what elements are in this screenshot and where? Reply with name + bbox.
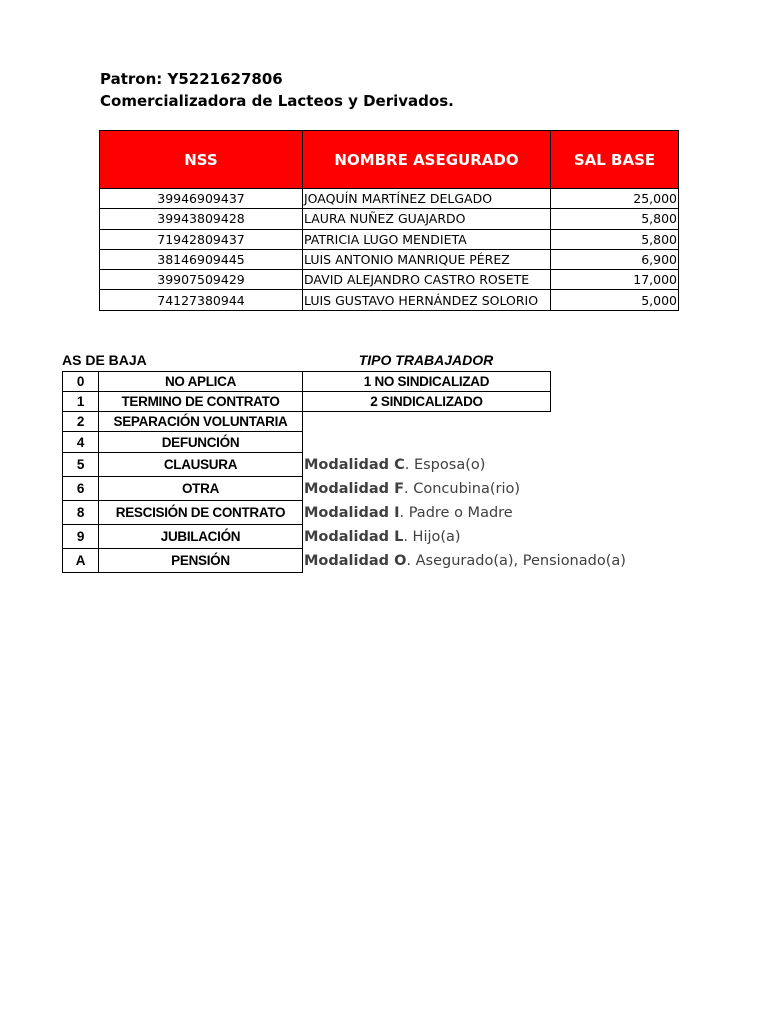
modalidad-item	[304, 505, 513, 521]
modalidad-code: C	[394, 457, 405, 473]
table-row	[100, 229, 679, 249]
table-row	[303, 392, 551, 412]
table-row	[63, 392, 303, 412]
baja-description: NO APLICA	[99, 372, 303, 392]
modalidad-prefix: Modalidad	[304, 481, 395, 497]
modalidad-prefix: Modalidad	[304, 553, 395, 569]
tipo-cell: 1 NO SINDICALIZAD	[303, 372, 551, 392]
nss-cell: 71942809437	[100, 229, 303, 249]
nombre-cell: LAURA NUÑEZ GUAJARDO	[303, 209, 551, 229]
table-row	[100, 290, 679, 310]
modalidad-code: I	[394, 505, 400, 521]
header-nombre-asegurado: NOMBRE ASEGURADO	[303, 131, 551, 189]
modalidad-text: . Asegurado(a), Pensionado(a)	[406, 553, 626, 569]
modalidad-item	[304, 457, 485, 473]
nombre-cell: JOAQUÍN MARTÍNEZ DELGADO	[303, 189, 551, 209]
employees-table	[99, 130, 679, 311]
table-row	[100, 249, 679, 269]
baja-description: SEPARACIÓN VOLUNTARIA	[99, 412, 303, 432]
modalidad-prefix: Modalidad	[304, 529, 395, 545]
table-row	[63, 477, 303, 501]
baja-code: 0	[63, 372, 99, 392]
salario-cell: 5,800	[551, 209, 679, 229]
table-row	[303, 372, 551, 392]
salario-cell: 25,000	[551, 189, 679, 209]
table-row	[63, 372, 303, 392]
table-row	[63, 453, 303, 477]
modalidad-item	[304, 553, 626, 569]
modalidad-code: O	[394, 553, 407, 569]
nss-cell: 39946909437	[100, 189, 303, 209]
table-row	[100, 270, 679, 290]
salario-cell: 5,000	[551, 290, 679, 310]
baja-code: A	[63, 549, 99, 573]
baja-code: 1	[63, 392, 99, 412]
patron-line: Patron: Y5221627806	[100, 70, 283, 88]
nss-cell: 74127380944	[100, 290, 303, 310]
table-row	[63, 432, 303, 453]
table-row	[63, 549, 303, 573]
baja-code: 2	[63, 412, 99, 432]
baja-description: OTRA	[99, 477, 303, 501]
modalidad-prefix: Modalidad	[304, 505, 395, 521]
baja-description: JUBILACIÓN	[99, 525, 303, 549]
modalidad-text: . Esposa(o)	[404, 457, 486, 473]
tipo-trabajador-label: TIPO TRABAJADOR	[358, 352, 494, 368]
employees-header-row	[100, 131, 679, 189]
table-row	[100, 189, 679, 209]
company-name: Comercializadora de Lacteos y Derivados.	[100, 92, 454, 110]
baja-description: PENSIÓN	[99, 549, 303, 573]
baja-description: CLAUSURA	[99, 453, 303, 477]
modalidad-text: . Hijo(a)	[403, 529, 461, 545]
modalidad-item	[304, 481, 520, 497]
nss-cell: 38146909445	[100, 249, 303, 269]
baja-code: 9	[63, 525, 99, 549]
salario-cell: 6,900	[551, 249, 679, 269]
table-row	[63, 501, 303, 525]
table-row	[63, 525, 303, 549]
table-row	[100, 209, 679, 229]
modalidad-text: . Concubina(rio)	[404, 481, 521, 497]
nombre-cell: PATRICIA LUGO MENDIETA	[303, 229, 551, 249]
nombre-cell: LUIS ANTONIO MANRIQUE PÉREZ	[303, 249, 551, 269]
salario-cell: 5,800	[551, 229, 679, 249]
nombre-cell: LUIS GUSTAVO HERNÁNDEZ SOLORIO	[303, 290, 551, 310]
baja-description: DEFUNCIÓN	[99, 432, 303, 453]
tipo-trabajador-table	[302, 371, 551, 412]
baja-description: RESCISIÓN DE CONTRATO	[99, 501, 303, 525]
header-nss: NSS	[100, 131, 303, 189]
baja-code: 5	[63, 453, 99, 477]
baja-code: 4	[63, 432, 99, 453]
modalidad-code: L	[394, 529, 404, 545]
bajas-table	[62, 371, 303, 573]
salario-cell: 17,000	[551, 270, 679, 290]
nombre-cell: DAVID ALEJANDRO CASTRO ROSETE	[303, 270, 551, 290]
header-sal-base: SAL BASE	[551, 131, 679, 189]
baja-code: 8	[63, 501, 99, 525]
nss-cell: 39907509429	[100, 270, 303, 290]
modalidad-code: F	[394, 481, 404, 497]
bajas-label: AS DE BAJA	[62, 352, 147, 368]
baja-description: TERMINO DE CONTRATO	[99, 392, 303, 412]
table-row	[63, 412, 303, 432]
baja-code: 6	[63, 477, 99, 501]
tipo-cell: 2 SINDICALIZADO	[303, 392, 551, 412]
modalidad-item	[304, 529, 461, 545]
modalidad-text: . Padre o Madre	[399, 505, 513, 521]
modalidad-prefix: Modalidad	[304, 457, 395, 473]
nss-cell: 39943809428	[100, 209, 303, 229]
